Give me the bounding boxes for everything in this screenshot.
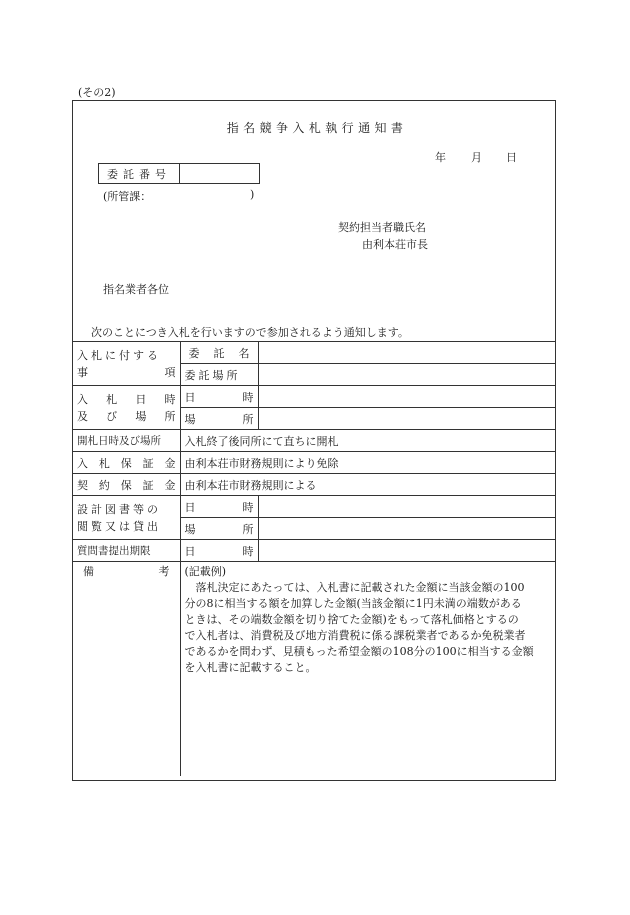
department-label: (所管課： [103,190,152,203]
table-row [73,496,555,518]
table-row [73,540,555,562]
remarks-line: を入札書に記載すること。 [184,661,317,674]
row-label-contract-deposit: 契 約 保 証 金 [73,474,180,496]
table-row [73,386,555,408]
remarks-header: (記載例) [184,565,227,578]
itaku-number-field[interactable] [180,164,259,183]
date-year: 年 [435,151,446,164]
table-row [73,452,555,474]
design-datetime-field[interactable] [258,496,555,518]
question-deadline-field[interactable] [258,540,555,562]
row-label-question-deadline: 質問書提出期限 [73,540,180,562]
remarks-line: であるかを問わず、見積もった希望金額の108分の100に相当する金額 [184,645,534,658]
sender-title: 契約担当者職氏名 [338,221,426,234]
itaku-name-field[interactable] [258,342,555,364]
table-row [73,474,555,496]
remarks-line: で入札者は、消費税及び地方消費税に係る課税業者であるか免税業者 [184,629,526,642]
notice-form [72,100,556,781]
contract-deposit-value: 由利本荘市財務規則による [180,474,555,496]
bid-deposit-value: 由利本荘市財務規則により免除 [180,452,555,474]
sub-label-question-datetime: 日 時 [180,540,258,562]
recipient: 指名業者各位 [103,283,169,296]
row-label-opening: 開札日時及び場所 [73,430,180,452]
date-month: 月 [471,151,482,164]
row-label-remarks: 備 考 [73,562,180,777]
row-label-bid-deposit: 入 札 保 証 金 [73,452,180,474]
design-place-field[interactable] [258,518,555,540]
page-label: (その2) [78,86,116,99]
table-row [73,342,555,364]
intro-text: 次のことにつき入札を行いますので参加されるよう通知します。 [91,326,409,339]
department-close: ) [250,188,255,201]
sender-name: 由利本荘市長 [362,238,428,251]
remarks-line: ときは、その端数金額を切り捨てた金額)をもって落札価格とするの [184,613,519,626]
sub-label-design-datetime: 日 時 [180,496,258,518]
details-table [73,341,555,776]
document-title: 指 名 競 争 入 札 執 行 通 知 書 [226,121,404,135]
row-label-design-docs: 設計図書等の 閲覧又は貸出 [73,496,180,540]
bid-place-field[interactable] [258,408,555,430]
remarks-line: 分の8に相当する額を加算した金額(当該金額に1円未満の端数がある [184,597,522,610]
bid-datetime-field[interactable] [258,386,555,408]
itaku-number-box [98,163,260,184]
date-day: 日 [506,151,517,164]
sub-label-datetime: 日 時 [180,386,258,408]
opening-value: 入札終了後同所にて直ちに開札 [180,430,555,452]
sub-label-itaku-name: 委 託 名 [180,342,258,364]
remarks-content [180,562,555,777]
sub-label-itaku-place: 委託場所 [180,364,258,386]
table-row [73,430,555,452]
itaku-number-label: 委託番号 [99,164,180,183]
row-label-datetime-place: 入 札 日 時 及 び 場 所 [73,386,180,430]
sub-label-place: 場 所 [180,408,258,430]
row-label-subject: 入札に付する 事 項 [73,342,180,386]
sub-label-design-place: 場 所 [180,518,258,540]
itaku-place-field[interactable] [258,364,555,386]
table-row [73,562,555,777]
remarks-line: 落札決定にあたっては、入札書に記載された金額に当該金額の100 [195,581,525,594]
